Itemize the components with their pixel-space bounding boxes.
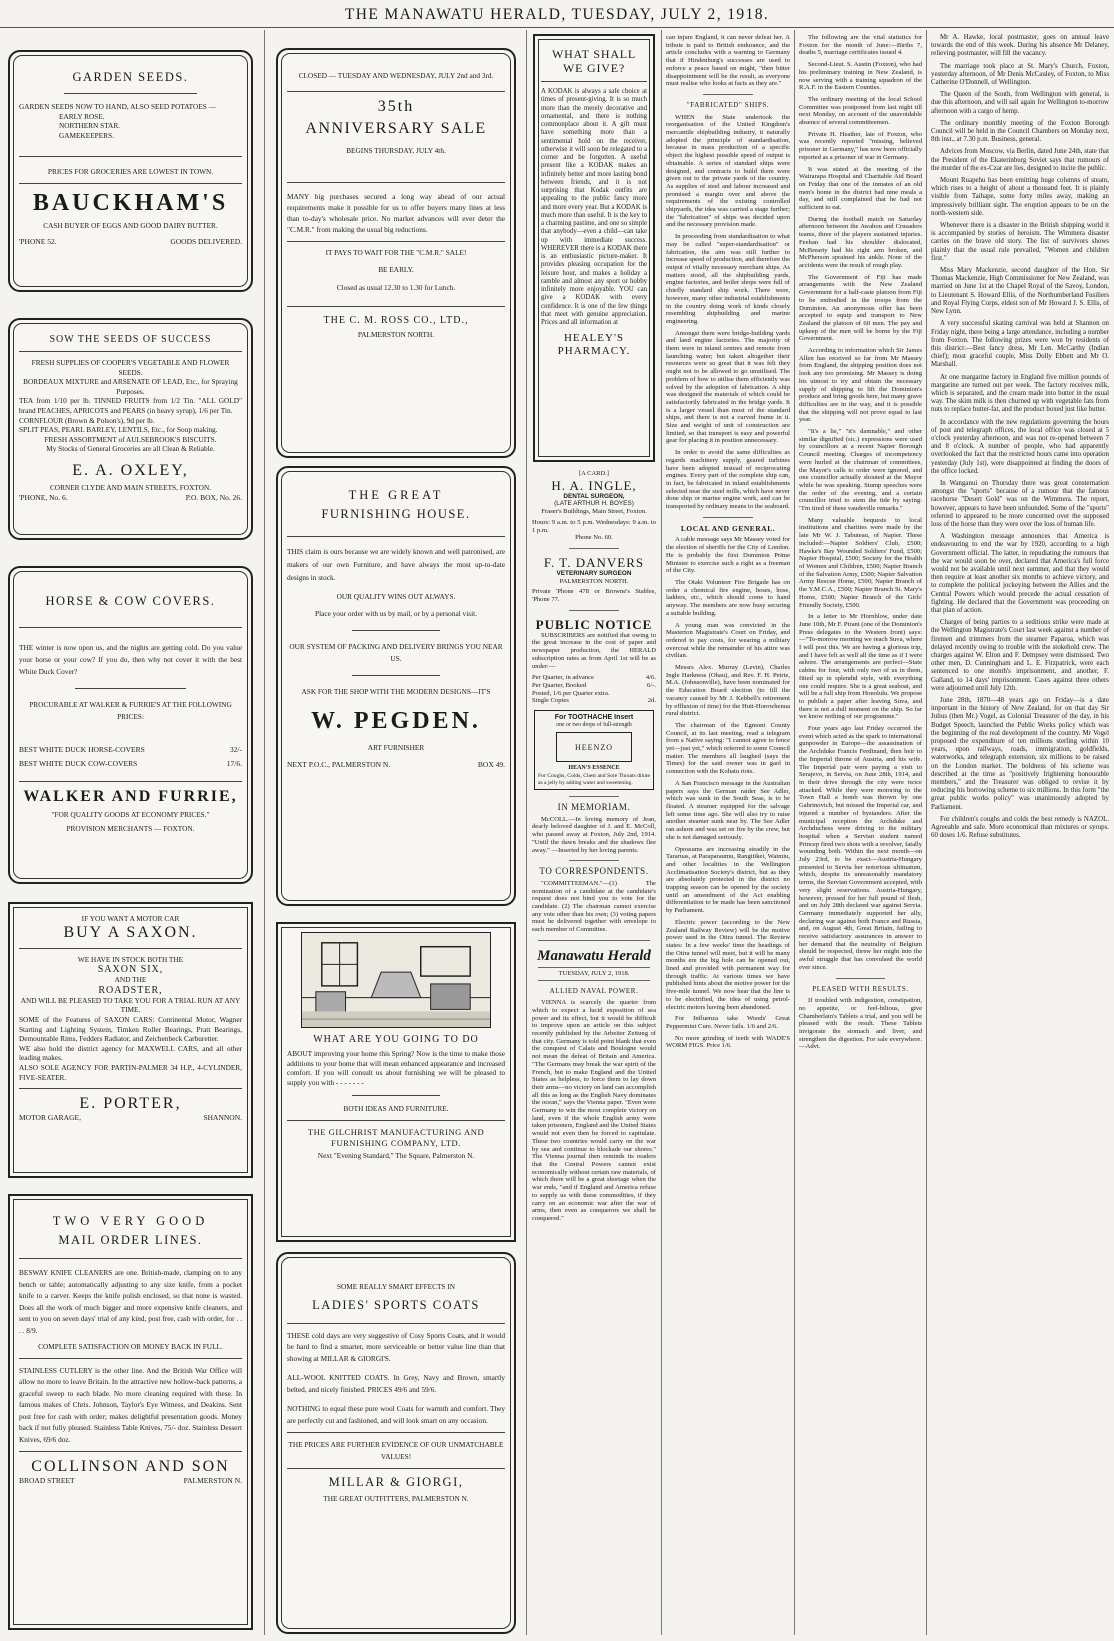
ad-next: NEXT P.O.C., PALMERSTON N. (287, 760, 391, 770)
article-paragraph: Messrs Alex. Murray (Levin), Charles Ingle Harkness (Ohau), and Rev. F. H. Petrie, M.A. (Johnsonville), have been nominated for the Education Board election (to fill the vacancy caused by Mr J. Kebbell's retirement by effluxion of time) for the Hutt-Horowhenua rural district. (666, 664, 790, 718)
ad-title: FURNISHING HOUSE. (321, 507, 471, 521)
article-paragraph: Private H. Heather, late of Foxton, who was recently reported "missing, believed prisoner in Germany," has now been officially reported as a prisoner of war in Germany. (799, 130, 922, 161)
article-paragraph: It was stated at the meeting of the Wairarapa Hospital and Charitable Aid Board on Friday that one of the inmates of an old men's home in the district had nine meals a day, and still complained that he had not sufficient to eat. (799, 165, 922, 212)
ad-top: SOME REALLY SMART EFFECTS IN (336, 1282, 456, 1291)
herald-text: VIENNA is scarcely the quarter from which to expect a lucid exposition of sea power and its effect, but it would be difficult to improve upon an article on this subject recently published by the Arbeiter Zeitung of that city. Germany is told point blank that even the conquest of Calais and Boulogne would not mean the defeat of Britain and America. "The Germans may break the war spirit of the French, but to make England and the United States as helpless, to force them to lay down their arms—no victory on land can accomplish all this as long as the English Navy dominates the ocean," says the Vienna paper. "Even were Germany to win the most complete victory on land, even if the whole English army were taken prisoners, England and the United States would not even then be forced to capitulate. These two countries would carry on the war by sea and continue to blockade our shores." The Vienna journal then reminds its readers that the Central Powers cannot exist economically without certain raw materials, of which there will be a great shortage when the war ends, "and if England and America refuse to supply us with these commodities, if they carry on an economic war after the war of arms, then even as conquerors we shall be conquered." (532, 999, 656, 1222)
ad-item: BEST WHITE DUCK HORSE-COVERS (19, 745, 145, 754)
column-5-text (799, 34, 922, 1634)
article-paragraph: In proceeding from standardisation to what may be called "super-standardisation" or fabrication, the aim was still further to increase speed of production, and therefore the output of vitally necessary merchant ships. As matters stood, all the shipbuilding yards, engine factories, and boiler shops were full of chiefly standard ship work. There were, however, many other industrial establishments in the country doing work of kinds closely resembling shipbuilding and marine engineering. (666, 233, 790, 325)
heenzo-sub: one or two drops of full-strength (556, 721, 632, 728)
ingle-phone: Phone No. 60. (575, 534, 613, 542)
ad-line: BORDEAUX MIXTURE and ARSENATE OF LEAD, Etc., for Spraying Purposes. (23, 377, 238, 396)
ad-heenzo (534, 710, 654, 790)
ad-delivered: GOODS DELIVERED. (170, 236, 242, 246)
heenzo-coughs: For Coughs, Colds, Chest and Sore Throats dilute as a jelly by adding water and sweetening. (538, 773, 650, 786)
article-paragraph: Mount Ruapehu has been emitting huge columns of steam, which rises to a height of about a thousand feet. It is plainly visible from Taihape, some forty miles away, making an impressively brilliant sight. The eruption appears to be on the north-western side. (931, 177, 1109, 217)
ad-street: BROAD STREET (19, 1476, 75, 1486)
ad-text: THIS claim is ours because we are widely known and well patronised, are makers of our own Furniture, and have always the most up-to-date designs in stock. (287, 547, 505, 582)
rate-value: 4/6. (645, 674, 656, 682)
ad-garage: MOTOR GARAGE, (19, 1113, 81, 1123)
article-paragraph: The Government of Fiji has made arrangements with the New Zealand Government for a half-caste platoon from Fiji to be embodied in the troops from the Dominion. An anonymous offer has been accepted to equip and transport to New Zealand the platoon of 60 men. The pay and upkeep of the men will be borne by the Fiji Government. (799, 273, 922, 343)
article-paragraph: In a letter to Mr Hornblow, under date June 10th, Mr F. Pirani (one of the Dominion's Press delegates to the Western front) says:—"To-morrow morning we reach Suva, where I will post this. We are having a glorious trip, and I have felt as well all the time as if I were ashore. The arrangements are perfect—State cabins for four, with only two of us in them, fitted up in splendid style, with everything one could require. She is a great seaboat, and will be a full ship from Honolulu. We propose to publish a paper after leaving Suva, and there is not a dull moment on the ship. So far we know nothing of our programme." (799, 613, 922, 721)
herald-title: Manawatu Herald (537, 947, 651, 964)
ad-agency: WE also hold the district agency for MAXWELL CARS, and all other leading makes. (19, 1043, 242, 1063)
ad-line: GARDEN SEEDS NOW TO HAND, ALSO SEED POTATOES — (19, 102, 216, 111)
notice-title: PUBLIC NOTICE (535, 616, 653, 632)
article-paragraph: Charges of being parties to a seditious strike were made at the Wellington Magistrate's Court last week against a number of firemen and trimmers from the steamer Paparoa, which was delayed recently owing to trouble with the stokehold crew. The charges against W. Elton and F. Dempsey were dismissed. Two other men, D. Cunningham and L. E. Fitzpatrick, were each sentenced to one month's imprisonment, and another, F. Galland, to 14 days' imprisonment. Cases against three others were adjourned until July 12th. (931, 619, 1109, 692)
ad-text: THESE cold days are very suggestive of Cosy Sports Coats, and it would be hard to find a smarter, more serviceable or better value line than that showing at MILLAR & GIORGI'S. (287, 1330, 505, 1363)
notice-text: SUBSCRIBERS are notified that owing to the great increase in the cost of paper and newspaper production, the HERALD subscription rates as from April 1st will be as under:— (532, 631, 656, 670)
article-paragraph: A San Francisco message in the Australian papers says the German raider See Adler, which was sunk in the South Seas, is to be floated. A steamer equipped for the salvage left some time ago. She will also try to raise another steamer sunk near by. The See Adler ran ashore and was set on fire by the crew, but she is not damaged seriously. (666, 779, 790, 841)
article-paragraph: During the football match on Saturday afternoon between the Awahou and Crusaders teams, three of the players sustained injuries. Feehan had his shoulder dislocated, McBrearty had his right arm broken, and McPherson sprained his ankle. None of the accidents were the result of rough play. (799, 215, 922, 269)
ad-text: MANY big purchases secured a long way ahead of our actual requirements make it possible for us to offer buyers many lines at less than to-day's wholesale price. No market advances will ever deter the "C.M.R." from making the usual big reductions. (287, 191, 505, 234)
ad-knitted: ALL-WOOL KNITTED COATS. In Grey, Navy and Brown, smartly belted, and nicely finished. PRICES 49/6 and 59/6. (287, 1373, 505, 1394)
ad-line: FRESH SUPPLIES OF COOPER'S VEGETABLE AND FLOWER SEEDS. (31, 358, 230, 377)
ad-gilchrist (276, 922, 516, 1242)
article-paragraph: Advices from Moscow, via Berlin, dated June 24th, state that the President of the Ekaterinburg Soviet says that rumours of the murder of the ex-Czar are lies, designed to incite the public. (931, 148, 1109, 172)
article-paragraph: Whenever there is a disaster in the British shipping world it is accompanied by stories of heroism. The Wimmera disaster carries on the brave old story. The list of survivors shows plainly that the usual rule prevailed, "Women and children first." (931, 222, 1109, 262)
article-paragraph: A Washington message announces that America is endeavouring to end the war by 1920, according to a high Government official. The latter, in repudiating the rumours that the war would soon be over, declared that America's full force would not be available until next summer, and that they would then require at least another six months to achieve victory, and to complete the political jockeying between the Allies and the Central Powers which would precede the actual cessation of fighting. He declared that the Government was proceeding on that plan of action. (931, 533, 1109, 614)
ad-line: NORTHERN STAR. (59, 121, 121, 131)
danvers-name: F. T. DANVERS (543, 554, 645, 570)
ad-oxley (8, 318, 253, 540)
ad-top: IF YOU WANT A MOTOR CAR (81, 914, 180, 923)
article-paragraph: In accordance with the new regulations governing the hours of post and telegraph offices, the local office was closed at 5 o'clock yesterday afternoon, and was not re-opened between 7 and 8 o'clock. A number of people, who had apparently overlooked the fact that the restricted hours came into operation yesterday (July 1st), were disappointed at finding the doors of the office locked. (931, 418, 1109, 475)
ad-name: THE C. M. ROSS CO., LTD., (323, 315, 469, 327)
article-paragraph: can injure England, it can never defeat her. A tribute is paid to British endurance, and the article concludes with a warning to Germany that if Hindenburg's successes are used to enforce a peace based on might, "then bitter disappointment will be the result, as everyone must realise who looks at facts as they are." (666, 34, 790, 88)
ad-phone: 'PHONE 52. (19, 236, 57, 246)
masthead: THE MANAWATU HERALD, TUESDAY, JULY 2, 1918. (344, 6, 770, 23)
ad-town: SHANNON. (203, 1113, 242, 1123)
ad-anniv: ANNIVERSARY SALE (305, 120, 487, 137)
article-paragraph: Amongst them were bridge-building yards and land engine factories. The majority of them were in inland centres and remote from launching water; but taken altogether their resources were so great that it was felt they ought not to be allowed to go unutilised. The problem of how to utilise them efficiently was solved by the adoption of fabrication. A ship was designed the materials of which could be satisfactorily fabricated in the bridge yards. It is a larger vessel than most of the standard ships, and there is not a curved frame in it. Size and weight of unit of construction are limited, so that transport is easy and powerful gear for placing it in position unnecessary. (666, 329, 790, 445)
ad-nothing: NOTHING to equal these pure wool Coats for warmth and comfort. They are perfectly cut and fashioned, and will look smart on any occasion. (287, 1404, 505, 1425)
ad-ask: ASK FOR THE SHOP WITH THE MODERN DESIGNS—IT'S (301, 686, 491, 696)
heenzo-top: For TOOTHACHE Insert (554, 714, 634, 722)
rate-value: 2d. (647, 697, 656, 705)
ad-name: WALKER AND FURRIE, (23, 788, 238, 805)
card-label: [A CARD.] (579, 470, 609, 477)
ad-title: GARDEN SEEDS. (72, 70, 189, 84)
article-paragraph: Opossums are increasing steadily in the Tararuas, at Paraparaumu, Rangitikei, Waimiu, and other localities in the Wellington Acclimatisation Society's district, but as they are absolutely protected in the district no trapping season can be opened by the society until an amendment of the Act enabling differentiation to be made has been sanctioned by Parliament. (666, 845, 790, 915)
article-paragraph: According to information which Sir James Allen has received so far from Mr Massey from England, the shipping position does not look any too promising. Mr Massey is doing his utmost to try and obtain the necessary supply of shipping to lift the Dominion's produce and bring goods here, but many grave difficulties are in the way, and it is possible that the shipping will not prove equal to last year. (799, 347, 922, 424)
ad-line: FRESH ASSORTMENT of AULSEBROOK'S BISCUITS. (44, 434, 217, 444)
rate-label: Per Quarter, in advance (532, 674, 594, 682)
ad-bauckham (8, 50, 253, 292)
ad-trial: AND WILL BE PLEASED TO TAKE YOU FOR A TRIAL RUN AT ANY TIME. (20, 995, 241, 1015)
rate-label: Posted, 1/6 per Quarter extra. (532, 689, 610, 697)
rate-label: Per Quarter, Booked (532, 681, 587, 689)
article-paragraph: The Queen of the South, from Wellington with general, is due this afternoon, and will sail again for Wellington to-morrow afternoon with a cargo of hemp. (931, 91, 1109, 115)
ad-stock: WE HAVE IN STOCK BOTH THE (77, 954, 184, 964)
article-paragraph: "It's a lie," "it's damnable," and other similar dignified (sic.) expressions were used by councillors at a recent Napier Borough Council meeting. Charges of incompetency were hurled at the chairman of committees, the Mayor's calls to order were ignored, and one councillor actually shouted at the Mayor while he was speaking. Stump speeches were the order of the evening, and a certain councillor tried to stem the tide by saying: "I'm tired of these vaudeville remarks." (799, 428, 922, 513)
article-paragraph: Second-Lieut. S. Austin (Foxton), who had his preliminary training in New Zealand, is now serving with a training squadron of the R.A.F. in the Eastern Counties. (799, 61, 922, 92)
ad-place: Place your order with us by mail, or by a personal visit. (315, 608, 477, 618)
ad-phone: 'PHONE, No. 6. (19, 492, 68, 502)
article-paragraph: Four years ago last Friday occurred the event which acted as the spark to international gunpowder in Europe—the assassination of the Archduke Francis Ferdinand, then heir to the Imperial throne of Austria, and his wife. The Imperial pair were paying a visit to Serajevo, in Servia, on June 28th, 1914, and in their drive through the city were twice attacked. While they were motoring to the Town Hall a bomb was thrown by one Gabrinovich, but missed the Imperial car, and injured a number of bystanders. After the municipal reception the Archduke and Archduchess were driving to the military hospital when a Servian student named Princep fired two shots with a revolver, fatally wounding both. Within the next month—on July 23rd, to be exact—Austria-Hungary presented to Servia her notorious ultimatum, which, despite its unreasonably mandatory terms, the Servian Government accepted, with very slight reservations. Austria-Hungary, however, pressed for her full pound of flesh, and on July 28th declared war against Servia. Germany immediately supported her ally, declaring war against both France and Russia, and, on August 4th, Great Britain, failing to receive satisfactory assurances in answer to her demand that the neutrality of Belgium should be respected, threw her might into the awful struggle that has convulsed the world ever since. (799, 725, 922, 971)
ad-line: CORNFLOUR (Brown & Polson's), 9d per lb. (19, 415, 155, 425)
danvers-town: PALMERSTON NORTH. (559, 577, 629, 585)
article-paragraph: A cable message says Mr Massey voted for the election of sheriffs for the City of London. He is probably the first Dominion Prime Minister to exercise such a right as a freeman of the City. (666, 536, 790, 575)
herald-date: TUESDAY, JULY 2, 1918. (558, 969, 630, 977)
ad-title: WHAT ARE YOU GOING TO DO (313, 1034, 479, 1045)
ad-name: E. PORTER, (79, 1095, 182, 1113)
ad-box: P.O. BOX, No. 26. (185, 492, 242, 502)
rate-value: 6/-. (647, 681, 656, 689)
ad-porter (8, 902, 253, 1178)
ad-name: HEALEY'S PHARMACY. (557, 332, 631, 358)
ad-name: THE GILCHRIST MANUFACTURING AND FURNISHING COMPANY, LTD. (307, 1126, 485, 1148)
ad-system: OUR SYSTEM OF PACKING AND DELIVERY BRINGS YOU NEAR US. (289, 641, 503, 663)
column-rule-1 (264, 30, 265, 1635)
ad-line: EARLY ROSE. (59, 111, 105, 121)
column-6-text (931, 34, 1109, 1634)
heenzo-bottle-icon: HEENZO (556, 732, 632, 762)
ingle-hours: Hours: 9 a.m. to 5 p.m. Wednesdays: 9 a.m. to 1 p.m. (532, 518, 656, 534)
ad-sub: CASH BUYER OF EGGS AND GOOD DAIRY BUTTER. (43, 220, 218, 230)
ad-outfitters: THE GREAT OUTFITTERS, PALMERSTON N. (323, 1494, 469, 1504)
ad-line: TEA from 1/10 per lb. TINNED FRUITS from 1/2 Tin. "ALL GOLD" brand PEACHES, APRICOTS and PEARS (in heavy syrup), 1/6 per Tin. (19, 396, 242, 415)
article-paragraph: Electric power (according to the New Zealand Railway Review) will be the motive power used in the Otira tunnel. The Review states: In a few weeks' time the headings of the Otira tunnel will meet, but it will be many months ere the big hole can be opened out, lined and provided with permanent way for through traffic. At various times we have published hints about the motive power for the five-mile tunnel. We now hear that the line is to be electrified, the idea of using petrol-electric motors having been abandoned. (666, 918, 790, 1011)
article-paragraph: If troubled with indigestion, constipation, no appetite, or feel-bilious, give Chamberlain's Tablets a trial, and you will be pleased with the result. These Tablets invigorate the stomach and liver, and strengthen the digestion. For sale everywhere.—Advt. (799, 997, 922, 1051)
article-paragraph: Miss Mary Mackenzie, second daughter of the Hon. Sir Thomas Mackenzie, High Commissioner for New Zealand, was married on June 1st at the Chapel Royal of the Savoy, London, to Lieutenant S. Howard Ellis, of the Northumberland Fusiliers and Royal Flying Corps, eldest son of Mr Howard J. S. Ellis, of New Lynn. (931, 267, 1109, 316)
ingle-title: DENTAL SURGEON, (563, 492, 625, 500)
article-paragraph: In Wanganui on Thursday there was great consternation amongst the "sports" because of a rumour that the famous racehorse "Desert Gold" was on the Wimmera. The report, however, appears to have been unfounded. Some of the "sports" referred to appeared to be more concerned over the supposed loss of the horse than they were over the loss of human life. (931, 479, 1109, 528)
ad-andthe: AND THE (114, 975, 147, 985)
ad-title: MAIL ORDER LINES. (58, 1233, 203, 1247)
ad-line: GAMEKEEPERS. (59, 130, 114, 140)
ad-collinson (8, 1194, 253, 1630)
fabricated-ships-title: "FABRICATED" SHIPS. (686, 100, 770, 109)
herald-heading: ALLIED NAVAL POWER. (549, 986, 639, 995)
ad-begins: BEGINS THURSDAY, JULY 4th. (346, 146, 446, 155)
correspondents-title: TO CORRESPONDENTS. (539, 866, 649, 877)
ad-text: A KODAK is always a safe choice at times of present-giving. It is so much more than the merely decorative and ornamental, and there is nothing commonplace about it. A gift must have something more than a sentimental hold on the receiver, otherwise it will soon be relegated to a corner and be forgotten. A useful present like a KODAK makes an infinitely better and more lasting bond between friends, and it is not surprising that Kodak outfits are appealing to the public fancy more and more every year. But a KODAK is much more than useful. It is the key to a charming pastime, and one so simple that anybody—even a child—can take up with immediate success. WHEREVER there is a KODAK there is an enthusiastic picture-maker. It provides pleasing occupation for the leisure hour, and makes a holiday a ramble and almost any sport or hobby infinitely more enjoyable. YOU can give a KODAK with every confidence. It is one of the few things that meet with genuine appreciation. Prices and all information at (541, 88, 647, 326)
ad-price: 32/- (229, 745, 242, 754)
ad-text: ABOUT improving your home this Spring? Now is the time to make those additions to your home that will mean enhanced appearance and increased comfort. If you will consult us about furnishing we will be pleased to supply you with - - - - - - - (287, 1049, 505, 1087)
column-4-text (666, 34, 790, 1634)
ad-town: PALMERSTON NORTH. (357, 330, 435, 340)
ad-title: THE GREAT (348, 488, 444, 502)
ad-name: BAUCKHAM'S (32, 189, 229, 216)
article-paragraph: Many valuable bequests to local institutions and charities were made by the late Mr W. J. Tabuteau, of Napier. These included:—Napier Soldiers' Club, £500; Hawke's Bay Wounded Soldiers' Fund, £500; Napier Hospital, £500; Society for the Health of Women and Children, £500; Napier Branch of the Salvation Army, £500; Napier Salvation Army Rescue Home, £500; Napier Branch of the Y.M.C.A., £500; Napier Branch St. Mary's Home, £500; Napier Branch of the Girls' Friendly Society, £500. (799, 516, 922, 609)
danvers-title: VETERINARY SURGEON (556, 569, 632, 577)
ad-merchants: PROVISION MERCHANTS — FOXTON. (66, 823, 195, 833)
ad-cmr-ross (276, 48, 516, 458)
article-paragraph: The chairman of the Egmont County Council, at its last meeting, read a telegram from a Native saying: "I cannot agree to fence yet—just yet," which referred to some Council matter. The members all laughed (says the Times) for the said owner was in gaol in connection with the Kohatu riots. (666, 721, 790, 776)
ad-title: LADIES' SPORTS COATS (312, 1297, 480, 1312)
local-general-title: LOCAL AND GENERAL. (680, 523, 776, 533)
article-paragraph: The ordinary monthly meeting of the Foxton Borough Council will be held in the Council Chambers on Monday next, 8th inst., at 7.30 p.m. Business, general. (931, 119, 1109, 144)
article-paragraph: The Otaki Volunteer Fire Brigade has on order a chemical fire engine, hoses, hose, ladders, etc., which should come to hand anyway. The members are now busy securing a suitable building. (666, 579, 790, 617)
masthead-rule (0, 27, 1114, 28)
ad-stainless: STAINLESS CUTLERY is the other line. And the British War Office will allow no more to leave Britain. In the attractive new hollow-back patterns, a graceful sweep to each blade. No more cleaning required with these. In famous makes of Chris. Johnson, Taylor's Eye Witness, and Deakins. Sent post free for cash with order; makes delightful presentation goods. Money back if not fully pleased. Stainless Table Knives, 75/- doz. Stainless Dessert Knives, 69/6 doz. (19, 1365, 242, 1444)
ad-title: TWO VERY GOOD (52, 1214, 209, 1228)
ad-price: 17/6. (226, 759, 242, 768)
ad-roadster: ROADSTER, (98, 984, 163, 996)
danvers-phone: Private 'Phone 478 or Browne's Stables, 'Phone 77. (532, 588, 656, 604)
ad-prices: THE PRICES ARE FURTHER EVIDENCE OF OUR UNMATCHABLE VALUES! (288, 1440, 504, 1461)
ad-name: E. A. OXLEY, (72, 461, 189, 479)
article-paragraph: A very successful skating carnival was held at Shannon on Friday night, there being a large attendance, including a number from Foxton. The following prizes were won by residents of this district:—Best fancy dress, Mr Len. McCarthy (Indian chief); most graceful couple, Miss Dolly Ebbett and Mr O. Marshall. (931, 320, 1109, 369)
article-paragraph: WHEN the State undertook the reorganisation of the United Kingdom's mercantile shipbuilding industry, it naturally adopted the principle of standardisation, because in mass production of a specific object the highest possible speed of output is obtainable. A series of standard ships were designed, and contracts to build them were given out to the private yards of the country. As supplies of steel and labour increased and promised a margin over and above the requirements of the existing controlled shipyards, the idea was carried a stage further; the "fabrication" of ships was decided upon and the necessary provision made. (666, 113, 790, 229)
ad-town: PALMERSTON N. (183, 1476, 242, 1486)
article-paragraph: The marriage took place at St. Mary's Church, Foxton, yesterday afternoon, of Mr Denis McCauley, of Foxton, to Miss Catherine O'Donnell, of Wellington. (931, 62, 1109, 87)
ad-title: WHAT SHALL WE GIVE? (551, 47, 637, 75)
ad-name: COLLINSON AND SON (31, 1458, 230, 1476)
memoriam-title: IN MEMORIAM. (557, 801, 631, 812)
rate-label: Single Copies (532, 697, 569, 705)
article-paragraph: In order to avoid the same difficulties as regards machinery supply, geared turbines have been adopted instead of reciprocating engines. Every part of the complete ship can, in fact, be fabricated in inland establishments selected near the steel mills, which have never done ship or marine engine work, and can be transported by ordinary means to the seaboard. (666, 449, 790, 511)
memoriam-text: McCOLL.—In loving memory of Jean, dearly beloved daughter of J. and E. McColl, who passed away at Foxton, July 2nd, 1914. "Until the dawn breaks and the shadows flee away." —Inserted by her loving parents. (532, 815, 656, 854)
heenzo-essence: HEAN'S ESSENCE (568, 765, 620, 772)
ingle-name: H. A. INGLE, (551, 477, 637, 493)
ad-anniv-num: 35th (377, 98, 415, 115)
ad-name: MILLAR & GIORGI, (328, 1475, 464, 1490)
ad-besway: BESWAY KNIFE CLEANERS are one. British-made, clamping on to any bench or table; automatically adjusting to any size knife, from a pocket knife to a carver. Keeps the knife polish enclosed, so that none is wasted. Does all the work of much bigger and more expensive knife cleaners, and sent to you on seven days' trial of any kind, post free, cash with order, for . . . . 8/9. (19, 1268, 242, 1335)
ad-quality: OUR QUALITY WINS OUT ALWAYS. (336, 592, 456, 601)
article-paragraph: For children's coughs and colds the best remedy is NAZOL. Agreeable and safe. More economical than mixtures or syrups. 60 doses 1/6. Refuse substitutes. (931, 815, 1109, 840)
article-paragraph: A young man was convicted in the Masterton Magistrate's Court on Friday, and ordered to pay costs, for wearing a military overcoat while the remainder of his attire was civilian. (666, 621, 790, 660)
ad-slogan: "FOR QUALITY GOODS AT ECONOMY PRICES." (51, 810, 210, 819)
ad-name: W. PEGDEN. (311, 707, 481, 734)
ad-box: BOX 49. (477, 760, 505, 770)
article-paragraph: June 28th, 1870—48 years ago on Friday—is a date important in the history of New Zealand, for on that day Sir Julius (then Mr.) Vogel, as Colonial Treasurer of the day, in his Budget Speech, launched the Public Works policy which was the beginning of the real development of the country. Mr Vogel proposed the expenditure of ten millions sterling within 10 years, upon railways, roads, immigration, goldfields, waterworks, and telegraph extension, six millions to be raised on the London market. The boldness of his scheme was described at the time as "positively frightening honourable members," and the Treasurer was obliged to revise it by reducing his borrowing scheme to six millions. In this form "the great public works policy" was unanimously adopted by Parliament. (931, 697, 1109, 811)
ad-address: CORNER CLYDE AND MAIN STREETS, FOXTON. (49, 482, 212, 492)
advertisement-paragraph: For Influenza take Woods' Great Peppermint Cure. Never fails. 1/6 and 2/6. (666, 1015, 790, 1030)
column-3-text (532, 470, 656, 1634)
column-rule-2 (526, 30, 527, 1635)
ad-line: My Stocks of General Groceries are all Clean & Reliable. (46, 444, 215, 454)
ad-closed: CLOSED — TUESDAY AND WEDNESDAY, JULY 2nd and 3rd. (298, 71, 494, 80)
ad-title: SOW THE SEEDS OF SUCCESS (49, 334, 212, 345)
article-paragraph: The following are the vital statistics for Foxton for the month of June:—Births 7, deaths 5, marriage certificates issued 4. (799, 34, 922, 57)
ad-prices: PRICES FOR GROCERIES ARE LOWEST IN TOWN. (47, 167, 214, 177)
ad-title: BUY A SAXON. (63, 923, 198, 941)
article-paragraph: At one margarine factory in England five million pounds of margarine are turned out per week. The factory receives milk, which is separated, and the cream made into butter in the usual way. The skim milk is then churned up with vegetable fats from nuts to replace butter-fat, and the product boxed just like butter. (931, 373, 1109, 414)
ad-title: HORSE & COW COVERS. (45, 594, 216, 608)
ad-lunch: Closed as usual 12.30 to 1.30 for Lunch. (336, 282, 456, 292)
ad-features: SOME of the Features of SAXON CARS: Continental Motor, Wagner Starting and Lighting System, Timken Roller Bearings, Pratt Bearings, Demountable Rims, Fedders Radiator, and Zeichenbeck Carburetter. (19, 1014, 242, 1044)
ad-palmer: ALSO SOLE AGENCY FOR PARTIN-PALMER 34 H.P., 4-CYLINDER, FIVE-SEATER. (19, 1062, 242, 1082)
ingle-address: Fraser's Buildings, Main Street, Foxton. (541, 508, 647, 516)
ad-procurable: PROCURABLE AT WALKER & FURRIE'S AT THE FOLLOWING PRICES: (29, 700, 232, 721)
ad-complete: COMPLETE SATISFACTION OR MONEY BACK IN FULL. (38, 1342, 223, 1351)
ad-six: SAXON SIX, (97, 964, 164, 976)
article-paragraph: Mr A. Hawke, local postmaster, goes on annual leave towards the end of this week. During his absence Mr Delaney, relieving postmaster, will fill the vacancy. (931, 34, 1109, 58)
ad-address: Next "Evening Standard," The Square, Palmerston N. (317, 1150, 475, 1160)
pleased-title: PLEASED WITH RESULTS. (812, 984, 909, 993)
ad-walker-furrie (8, 566, 253, 884)
room-interior-illustration (301, 932, 491, 1028)
ad-item: BEST WHITE DUCK COW-COVERS (19, 759, 138, 768)
ad-pays: IT PAYS TO WAIT FOR THE "C.M.R." SALE! (325, 247, 467, 257)
ad-millar-giorgi (276, 1252, 516, 1634)
ingle-late: (LATE ARTHUR H. BOYES) (554, 500, 634, 508)
ad-line: SPLIT PEAS, PEARL BARLEY, LENTILS, Etc., for Soup making. (19, 425, 218, 435)
column-rule-5 (926, 30, 927, 1635)
article-paragraph: The ordinary meeting of the local School Committee was postponed from last night till next Monday, on account of the unavoidable absence of several committeemen. (799, 95, 922, 127)
ad-text: THE winter is now upon us, and the nights are getting cold. Do you value your horse or your cow? If you do, then why not cover it with the best White Duck Cover? (19, 643, 242, 676)
column-rule-3 (661, 30, 662, 1635)
correspondents-text: "COMMITTEEMAN."—(1) The nomination of a candidate at the candidate's request does not bind you to vote for the candidate. (2) The chairman cannot exercise any vote other than his own; (3) voting papers must be delivered together with envelope to each member of Committee. (532, 879, 656, 934)
ad-early: BE EARLY. (378, 265, 414, 275)
advertisement-paragraph: No more grinding of teeth with WADE'S WORM FIGS. Price 1/6. (666, 1034, 790, 1050)
ad-healey-kodak (533, 34, 655, 462)
column-rule-4 (794, 30, 795, 1635)
ad-pegden (276, 466, 516, 906)
ad-art: ART FURNISHER (367, 742, 425, 752)
ad-both: BOTH IDEAS AND FURNITURE. (343, 1104, 449, 1114)
